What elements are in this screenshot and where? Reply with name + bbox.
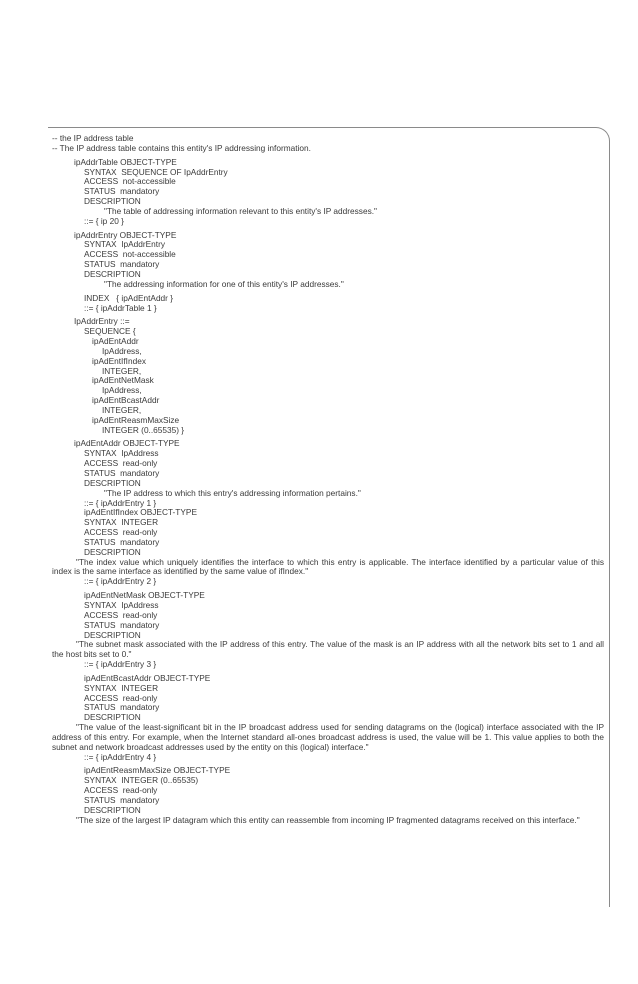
sequence-type: INTEGER, <box>102 404 142 415</box>
sequence-type: IpAddress, <box>102 385 142 396</box>
description-label: DESCRIPTION <box>84 477 141 488</box>
status-line: STATUS mandatory <box>84 186 160 197</box>
object-ipAdEntBcastAddr <box>52 674 604 763</box>
document-body <box>52 134 604 826</box>
description-label: DESCRIPTION <box>84 629 141 640</box>
description-text: "The addressing information for one of this entity's IP addresses." <box>104 278 344 289</box>
description-text: "The subnet mask associated with the IP address of this entry. The value of the mask is an IP address with all the network bits set to 1 and all the host bits set to 0." <box>52 639 604 660</box>
sequence-field: ipAdEntIfIndex <box>92 355 146 366</box>
object-header: ipAddrEntry OBJECT-TYPE <box>74 229 177 240</box>
status-line: STATUS mandatory <box>84 795 160 805</box>
description-text: "The table of addressing information relevant to this entity's IP addresses." <box>104 205 377 216</box>
sequence-IpAddrEntry <box>52 317 604 435</box>
syntax-line: SYNTAX IpAddress <box>84 599 159 610</box>
description-text: "The value of the least-significant bit in the IP broadcast address used for sending datagrams on the (logical) interface associated with the IP address of this entry. For example, when the Internet standard all-ones broadcast address is used, the value will be 1. This value applies to both the subnet and network broadcast addresses used by the entity on this (logical) interface." <box>52 722 604 752</box>
status-line: STATUS mandatory <box>84 619 160 630</box>
object-ipAdEntAddr <box>52 439 604 508</box>
access-line: ACCESS read-only <box>84 458 158 469</box>
status-line: STATUS mandatory <box>84 468 160 478</box>
object-header: ipAdEntBcastAddr OBJECT-TYPE <box>84 672 211 683</box>
oid-line: ::= { ipAddrEntry 3 } <box>84 659 157 670</box>
syntax-line: SYNTAX SEQUENCE OF IpAddrEntry <box>84 166 228 177</box>
sequence-header: IpAddrEntry ::= <box>74 316 130 327</box>
sequence-field: ipAdEntBcastAddr <box>92 395 160 406</box>
object-ipAdEntReasmMaxSize <box>52 766 604 825</box>
syntax-line: SYNTAX INTEGER <box>84 682 159 693</box>
index-line: INDEX { ipAdEntAddr } <box>84 292 174 303</box>
sequence-field: ipAdEntReasmMaxSize <box>92 414 180 425</box>
description-label: DESCRIPTION <box>84 546 141 557</box>
access-line: ACCESS read-only <box>84 692 158 703</box>
description-label: DESCRIPTION <box>84 196 141 207</box>
oid-line: ::= { ipAddrEntry 4 } <box>84 751 157 762</box>
comment-line: -- the IP address table <box>52 133 134 143</box>
access-line: ACCESS not-accessible <box>84 249 176 260</box>
object-ipAdEntNetMask <box>52 591 604 670</box>
description-text: "The index value which uniquely identifies the interface to which this entry is applicable. The interface identified by a particular value of this index is the same interface as identified by the same value of ifIndex." <box>52 556 604 577</box>
comment-line: -- The IP address table contains this entity's IP addressing information. <box>52 142 311 153</box>
syntax-line: SYNTAX IpAddress <box>84 448 159 459</box>
sequence-field: ipAdEntAddr <box>92 336 139 347</box>
access-line: ACCESS read-only <box>84 609 158 620</box>
description-label: DESCRIPTION <box>84 712 141 723</box>
description-text: "The IP address to which this entry's addressing information pertains." <box>104 487 361 498</box>
oid-line: ::= { ip 20 } <box>84 215 124 226</box>
object-ipAdEntIfIndex <box>52 508 604 587</box>
sequence-type: INTEGER, <box>102 365 142 376</box>
sequence-open: SEQUENCE { <box>84 326 136 337</box>
object-ipAddrTable <box>52 158 604 227</box>
description-label: DESCRIPTION <box>84 804 141 815</box>
syntax-line: SYNTAX IpAddrEntry <box>84 239 165 250</box>
object-header: ipAdEntAddr OBJECT-TYPE <box>74 438 180 449</box>
object-ipAddrEntry <box>52 231 604 314</box>
access-line: ACCESS read-only <box>84 527 158 538</box>
oid-line: ::= { ipAddrEntry 2 } <box>84 576 157 587</box>
syntax-line: SYNTAX INTEGER (0..65535) <box>84 775 199 786</box>
oid-line: ::= { ipAddrEntry 1 } <box>84 497 157 508</box>
description-text: "The size of the largest IP datagram which this entity can reassemble from incoming IP fragmented datagrams received on this interface." <box>76 814 580 825</box>
sequence-field: ipAdEntNetMask <box>92 375 154 386</box>
object-header: ipAdEntIfIndex OBJECT-TYPE <box>84 507 197 518</box>
object-header: ipAddrTable OBJECT-TYPE <box>74 156 177 167</box>
object-header: ipAdEntNetMask OBJECT-TYPE <box>84 590 205 601</box>
status-line: STATUS mandatory <box>84 702 160 713</box>
status-line: STATUS mandatory <box>84 259 160 270</box>
syntax-line: SYNTAX INTEGER <box>84 517 159 528</box>
oid-line: ::= { ipAddrTable 1 } <box>84 302 157 313</box>
access-line: ACCESS read-only <box>84 785 158 796</box>
sequence-type: INTEGER (0..65535) } <box>102 424 185 435</box>
access-line: ACCESS not-accessible <box>84 176 176 187</box>
sequence-type: IpAddress, <box>102 345 142 356</box>
status-line: STATUS mandatory <box>84 536 160 547</box>
object-header: ipAdEntReasmMaxSize OBJECT-TYPE <box>84 765 231 776</box>
description-label: DESCRIPTION <box>84 268 141 279</box>
